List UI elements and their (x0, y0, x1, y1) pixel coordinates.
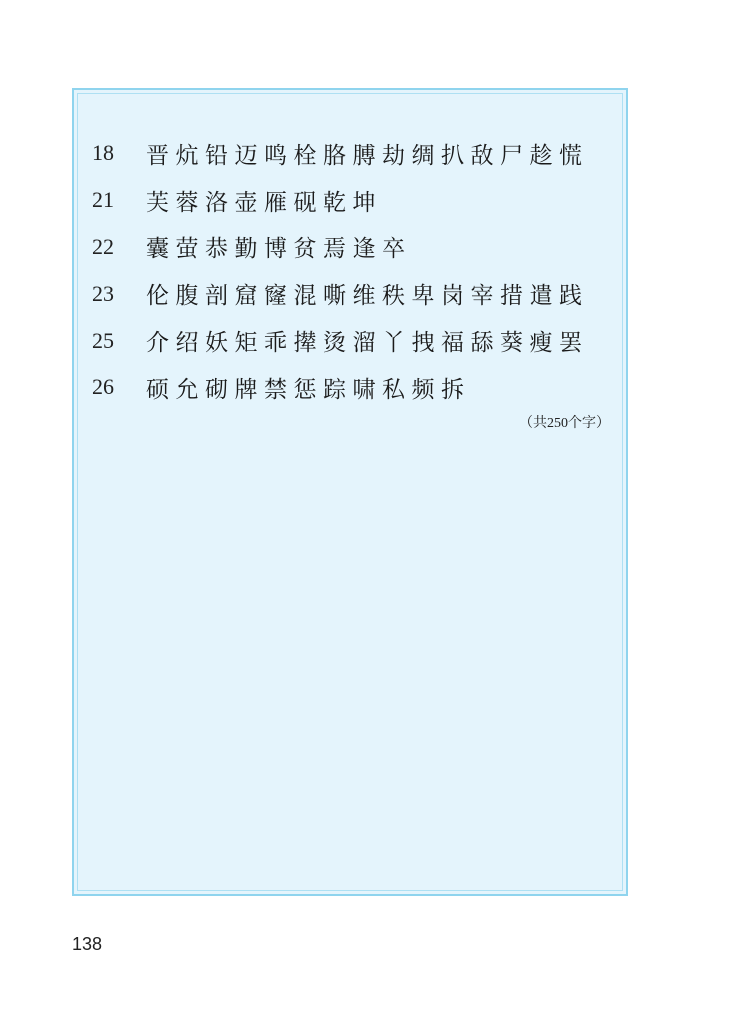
lesson-row (92, 270, 612, 317)
lesson-characters: 囊萤恭勤博贫焉逢卒 (146, 236, 412, 263)
character-rows (92, 130, 612, 411)
lesson-characters: 介绍妖矩乖撵烫溜丫拽福舔葵瘦罢 (146, 330, 589, 357)
lesson-number: 22 (92, 233, 114, 259)
lesson-number: 21 (92, 187, 114, 213)
lesson-row (92, 317, 612, 364)
lesson-characters: 硕允砌牌禁惩踪啸私频拆 (146, 376, 471, 403)
lesson-number: 26 (92, 374, 114, 400)
page-number: 138 (72, 934, 103, 954)
lesson-row (92, 364, 612, 411)
lesson-row (92, 130, 612, 177)
lesson-row (92, 224, 612, 271)
lesson-number: 25 (92, 327, 114, 353)
lesson-characters: 晋炕铅迈鸣栓胳膊劫绸扒敌尸趁慌 (146, 142, 589, 169)
character-list-panel (72, 88, 628, 896)
total-character-count: （共250个字） (519, 416, 610, 431)
lesson-row (92, 177, 612, 224)
lesson-characters: 芙蓉洛壶雁砚乾坤 (146, 189, 382, 216)
lesson-number: 18 (92, 140, 114, 166)
lesson-characters: 伦腹剖窟窿混嘶维秩卑岗宰措遣践 (146, 283, 589, 310)
lesson-number: 23 (92, 280, 114, 306)
